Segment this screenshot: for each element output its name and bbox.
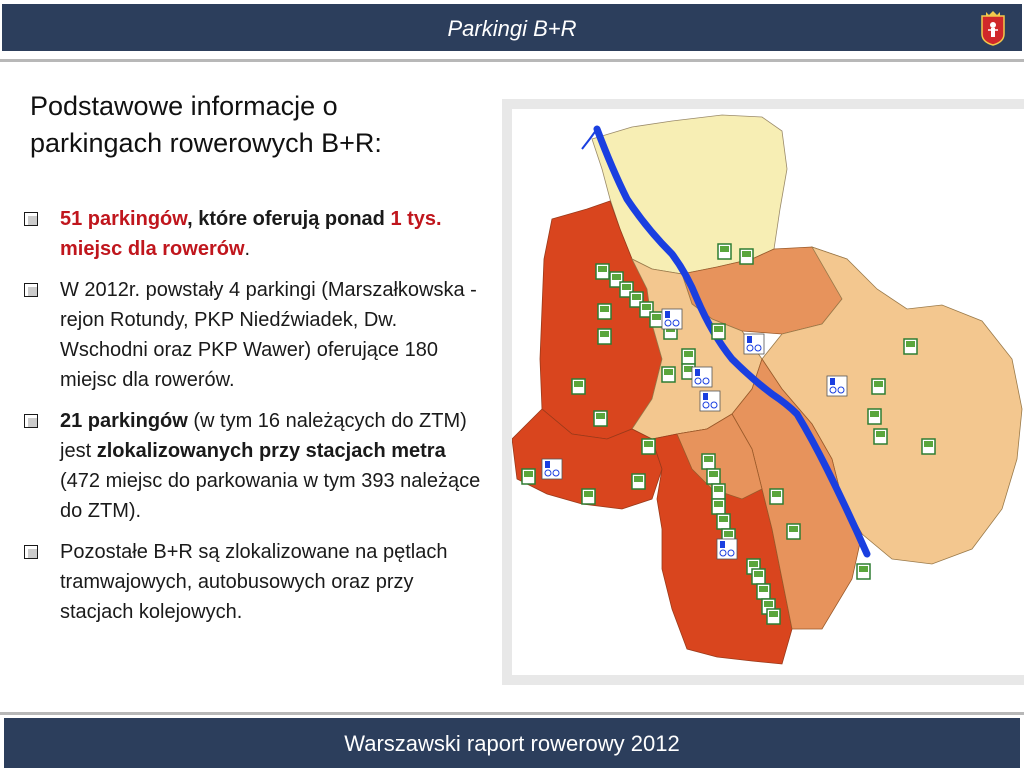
bike-parking-icon — [596, 413, 605, 419]
bullet-text: W 2012r. powstały 4 parkingi (Marszałkowska - rejon Rotundy, PKP Niedźwiadek, Dw. Wschodni oraz PKP Wawer) oferujące 180 miejsc dla rowerów. — [60, 279, 477, 391]
bike-parking-icon — [622, 284, 631, 290]
warsaw-coat-of-arms-icon — [980, 10, 1006, 46]
bike-parking-icon — [719, 516, 728, 522]
bike-parking-icon — [749, 561, 758, 567]
bike-parking-icon — [720, 246, 729, 252]
bike-parking-icon — [600, 306, 609, 312]
bike-parking-icon — [652, 314, 661, 320]
footer-divider — [0, 712, 1024, 715]
bike-parking-icon — [612, 274, 621, 280]
bike-parking-icon — [709, 471, 718, 477]
bike-parking-icon — [632, 294, 641, 300]
section-heading — [30, 88, 470, 162]
bike-parking-icon — [524, 471, 533, 477]
bike-parking-icon — [789, 526, 798, 532]
bullet-item — [22, 204, 482, 264]
bike-parking-icon — [724, 531, 733, 537]
parking-sign-icon — [665, 311, 670, 318]
map-frame — [502, 99, 1024, 685]
bike-parking-icon — [574, 381, 583, 387]
footer-bar — [4, 718, 1020, 768]
bullet-text: (472 miejsc do parkowania w tym 393 należące do ZTM). — [60, 470, 481, 522]
footer-title: Warszawski raport rowerowy 2012 — [344, 731, 680, 756]
heading-line-2: parkingach rowerowych B+R: — [30, 128, 382, 158]
bike-parking-icon — [714, 326, 723, 332]
bullet-list — [22, 204, 482, 638]
parking-sign-icon — [703, 393, 708, 400]
parking-sign-icon — [830, 378, 835, 385]
warsaw-districts-map — [512, 109, 1024, 675]
bullet-text: (w tym 16 należących do ZTM) jest — [60, 410, 467, 462]
parking-sign-icon — [720, 541, 725, 548]
bike-parking-icon — [684, 351, 693, 357]
bike-parking-icon — [714, 501, 723, 507]
checkbox-bullet-icon — [24, 212, 38, 226]
bike-parking-icon — [906, 341, 915, 347]
bullet-item — [22, 275, 482, 395]
bike-parking-icon — [584, 491, 593, 497]
bike-parking-icon — [598, 266, 607, 272]
bullet-item — [22, 406, 482, 526]
bullet-text: . — [244, 238, 251, 260]
bike-parking-icon — [634, 476, 643, 482]
parking-sign-icon — [545, 461, 550, 468]
bike-parking-icon — [742, 251, 751, 257]
bike-parking-icon — [664, 369, 673, 375]
bike-parking-icon — [924, 441, 933, 447]
checkbox-bullet-icon — [24, 545, 38, 559]
bullet-bold-text: 21 parkingów — [60, 410, 188, 432]
bike-parking-icon — [600, 331, 609, 337]
bike-parking-icon — [870, 411, 879, 417]
bike-parking-icon — [859, 566, 868, 572]
bike-parking-icon — [759, 586, 768, 592]
map-panel — [512, 109, 1024, 675]
bike-parking-icon — [876, 431, 885, 437]
bullet-text: , które oferują ponad — [187, 208, 391, 230]
header-divider — [0, 59, 1024, 62]
checkbox-bullet-icon — [24, 414, 38, 428]
bike-parking-icon — [644, 441, 653, 447]
bullet-bold-text: zlokalizowanych przy stacjach metra — [96, 440, 446, 462]
bullet-item — [22, 537, 482, 627]
parking-sign-icon — [747, 336, 752, 343]
bike-parking-icon — [704, 456, 713, 462]
bike-parking-icon — [764, 601, 773, 607]
bike-parking-icon — [642, 304, 651, 310]
page-title: Parkingi B+R — [447, 16, 577, 41]
header-bar — [2, 4, 1022, 51]
bike-parking-icon — [754, 571, 763, 577]
checkbox-bullet-icon — [24, 283, 38, 297]
bike-parking-icon — [874, 381, 883, 387]
bike-parking-icon — [714, 486, 723, 492]
bullet-highlight: 51 parkingów — [60, 208, 188, 230]
parking-sign-icon — [695, 369, 700, 376]
bullet-text: Pozostałe B+R są zlokalizowane na pętlach tramwajowych, autobusowych oraz przy stacjach kolejowych. — [60, 541, 448, 623]
heading-line-1: Podstawowe informacje o — [30, 91, 338, 121]
bike-parking-icon — [772, 491, 781, 497]
bike-parking-icon — [769, 611, 778, 617]
bullet-highlight: 1 tys. miejsc dla rowerów — [60, 208, 442, 260]
